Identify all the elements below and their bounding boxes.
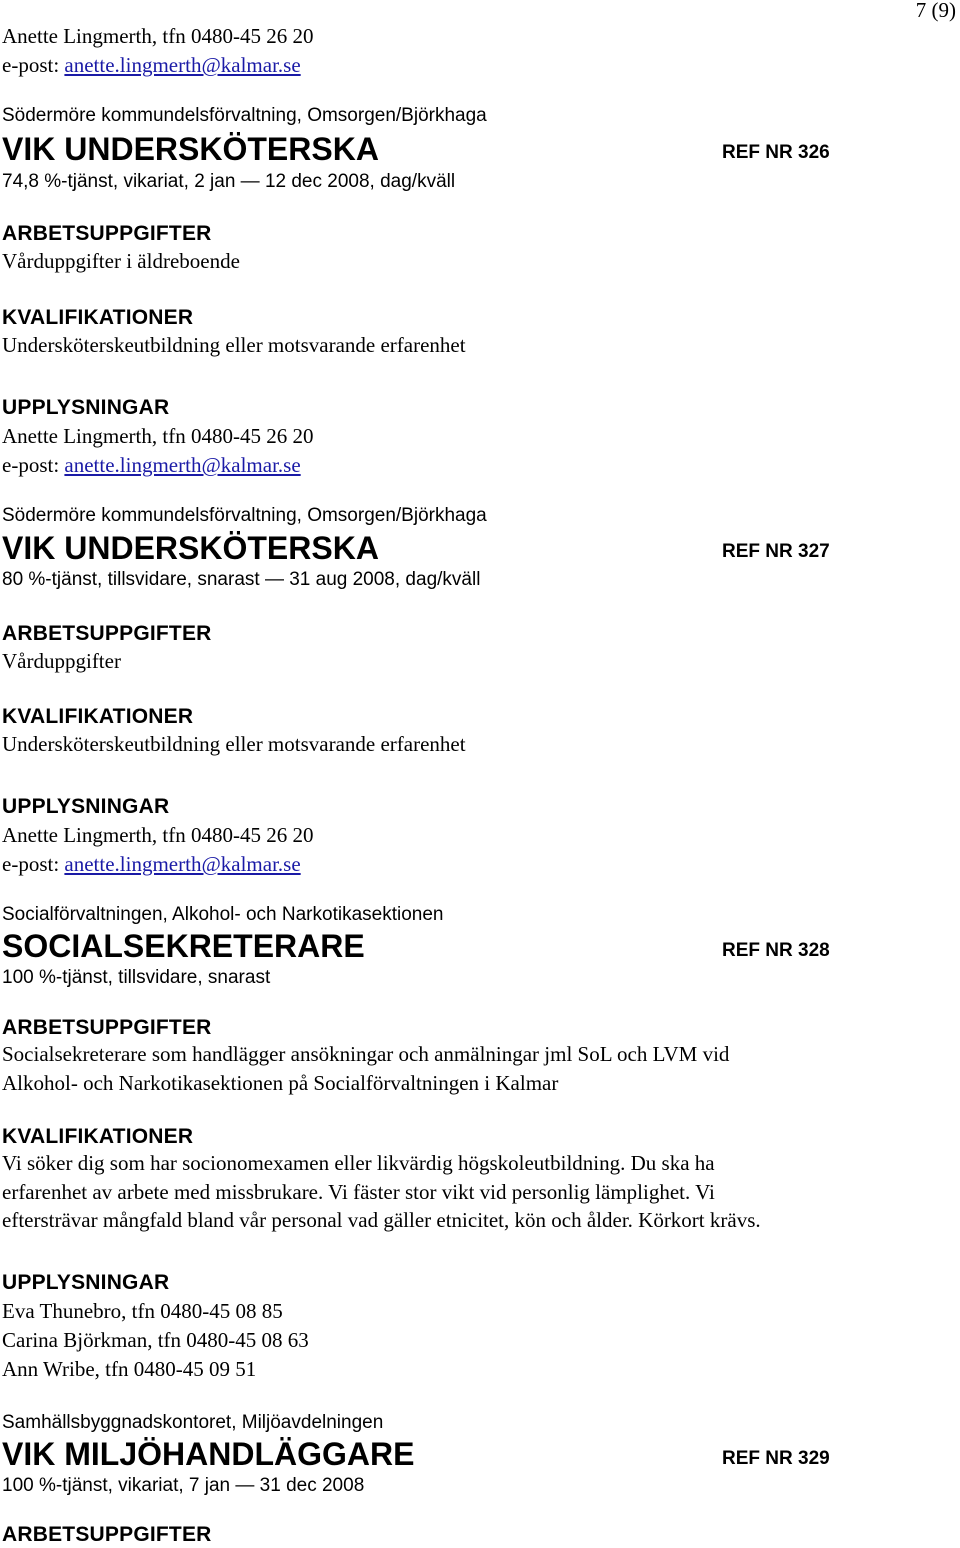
- ad-327-info-heading: UPPLYSNINGAR: [2, 795, 170, 818]
- ad-328-ref: REF NR 328: [722, 940, 830, 961]
- email-label: e-post:: [2, 852, 65, 876]
- ad-328-department: Socialförvaltningen, Alkohol- och Narkotikasektionen: [2, 904, 444, 925]
- ad-328-qualifications-heading: KVALIFIKATIONER: [2, 1125, 194, 1148]
- ad-328-info-heading: UPPLYSNINGAR: [2, 1271, 170, 1294]
- ad-326-info-heading: UPPLYSNINGAR: [2, 396, 170, 419]
- email-link[interactable]: anette.lingmerth@kalmar.se: [64, 453, 301, 477]
- email-label: e-post:: [2, 453, 65, 477]
- page-number: 7 (9): [915, 0, 956, 22]
- ad-328-tasks-line-2: Alkohol- och Narkotikasektionen på Socialförvaltningen i Kalmar: [2, 1071, 559, 1095]
- top-contact-email-line: [2, 51, 301, 80]
- ad-326-department: Södermöre kommundelsförvaltning, Omsorgen/Björkhaga: [2, 105, 487, 126]
- email-link[interactable]: anette.lingmerth@kalmar.se: [64, 852, 301, 876]
- ad-329-tasks-heading: ARBETSUPPGIFTER: [2, 1523, 212, 1546]
- ad-326-title: VIK UNDERSKÖTERSKA: [2, 131, 379, 167]
- ad-329-title: VIK MILJÖHANDLÄGGARE: [2, 1436, 415, 1472]
- ad-327-ref: REF NR 327: [722, 541, 830, 562]
- ad-327-qualifications-heading: KVALIFIKATIONER: [2, 705, 194, 728]
- ad-328-title: SOCIALSEKRETERARE: [2, 928, 365, 964]
- ad-328-tasks-heading: ARBETSUPPGIFTER: [2, 1016, 212, 1039]
- top-contact-line: Anette Lingmerth, tfn 0480-45 26 20: [2, 24, 314, 48]
- ad-327-title: VIK UNDERSKÖTERSKA: [2, 530, 379, 566]
- ad-326-qualifications: Undersköterskeutbildning eller motsvarande erfarenhet: [2, 333, 466, 357]
- ad-327-email-line: [2, 850, 301, 879]
- ad-328-tasks-line-1: Socialsekreterare som handlägger ansökningar och anmälningar jml SoL och LVM vid: [2, 1042, 730, 1066]
- ad-326-terms: 74,8 %-tjänst, vikariat, 2 jan — 12 dec 2008, dag/kväll: [2, 171, 456, 192]
- ad-329-terms: 100 %-tjänst, vikariat, 7 jan — 31 dec 2008: [2, 1475, 365, 1496]
- ad-328-qualifications-line-2: erfarenhet av arbete med missbrukare. Vi fäster stor vikt vid personlig lämplighet. Vi: [2, 1180, 715, 1204]
- ad-326-tasks: Vårduppgifter i äldreboende: [2, 249, 240, 273]
- ad-329-department: Samhällsbyggnadskontoret, Miljöavdelningen: [2, 1412, 384, 1433]
- ad-326-contact: Anette Lingmerth, tfn 0480-45 26 20: [2, 424, 314, 448]
- ad-329-ref: REF NR 329: [722, 1448, 830, 1469]
- ad-326-qualifications-heading: KVALIFIKATIONER: [2, 306, 194, 329]
- ad-328-contact-3: Ann Wribe, tfn 0480-45 09 51: [2, 1357, 257, 1381]
- ad-327-department: Södermöre kommundelsförvaltning, Omsorgen/Björkhaga: [2, 505, 487, 526]
- ad-328-qualifications-line-1: Vi söker dig som har socionomexamen eller likvärdig högskoleutbildning. Du ska ha: [2, 1151, 715, 1175]
- ad-328-contact-2: Carina Björkman, tfn 0480-45 08 63: [2, 1328, 309, 1352]
- ad-328-contact-1: Eva Thunebro, tfn 0480-45 08 85: [2, 1299, 283, 1323]
- ad-326-tasks-heading: ARBETSUPPGIFTER: [2, 222, 212, 245]
- email-label: e-post:: [2, 53, 65, 77]
- ad-327-terms: 80 %-tjänst, tillsvidare, snarast — 31 aug 2008, dag/kväll: [2, 569, 481, 590]
- ad-326-ref: REF NR 326: [722, 142, 830, 163]
- ad-328-qualifications-line-3: eftersträvar mångfald bland vår personal vad gäller etnicitet, kön och ålder. Körkort krävs.: [2, 1208, 761, 1232]
- ad-327-qualifications: Undersköterskeutbildning eller motsvarande erfarenhet: [2, 732, 466, 756]
- ad-328-terms: 100 %-tjänst, tillsvidare, snarast: [2, 967, 271, 988]
- email-link[interactable]: anette.lingmerth@kalmar.se: [64, 53, 301, 77]
- ad-327-contact: Anette Lingmerth, tfn 0480-45 26 20: [2, 823, 314, 847]
- ad-327-tasks-heading: ARBETSUPPGIFTER: [2, 622, 212, 645]
- ad-327-tasks: Vårduppgifter: [2, 649, 121, 673]
- ad-326-email-line: [2, 451, 301, 480]
